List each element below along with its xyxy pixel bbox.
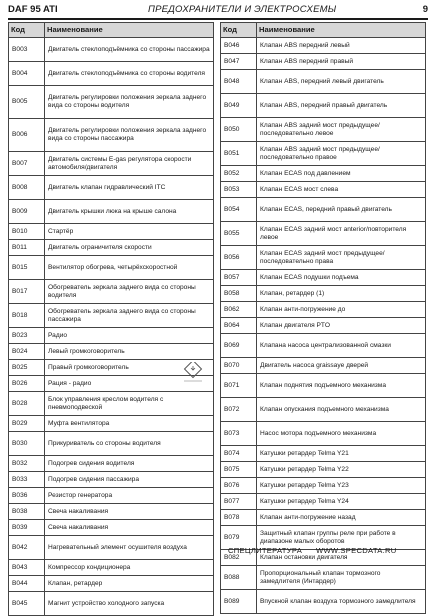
table-row bbox=[9, 304, 214, 328]
row-name: Свеча накаливания bbox=[45, 520, 214, 536]
table-row bbox=[9, 416, 214, 432]
page-footer bbox=[228, 546, 428, 558]
code-column-header: Код bbox=[221, 23, 257, 38]
row-name: Нагревательный элемент осушителя воздуха bbox=[45, 536, 214, 560]
table-row bbox=[221, 286, 426, 302]
table-row bbox=[221, 446, 426, 462]
row-name: Подогрев сидения водителя bbox=[45, 456, 214, 472]
table-row bbox=[9, 328, 214, 344]
row-name: Пропорциональный клапан тормозного замедлителя (Интардер) bbox=[257, 566, 426, 590]
left-code-table bbox=[8, 22, 214, 616]
table-row bbox=[9, 504, 214, 520]
table-row bbox=[9, 240, 214, 256]
row-code: B048 bbox=[221, 70, 257, 94]
table-row bbox=[221, 142, 426, 166]
publisher-name: СПЕЦЛИТЕРАТУРА bbox=[228, 546, 303, 555]
row-name: Правый громкоговоритель bbox=[45, 360, 214, 376]
row-name: Защитный клапан группы реле при работе в диапазоне малых оборотов bbox=[257, 526, 426, 550]
row-code: B070 bbox=[221, 358, 257, 374]
table-header-row bbox=[9, 23, 214, 38]
table-row bbox=[221, 358, 426, 374]
table-row bbox=[221, 566, 426, 590]
row-name: Вентилятор обогрева, четырёхскоростной bbox=[45, 256, 214, 280]
row-code: B054 bbox=[221, 198, 257, 222]
table-row bbox=[221, 510, 426, 526]
row-name: Клапан анти-погружение назад bbox=[257, 510, 426, 526]
row-code: B011 bbox=[9, 240, 45, 256]
row-code: B030 bbox=[9, 432, 45, 456]
row-name: Муфта вентилятора bbox=[45, 416, 214, 432]
table-row bbox=[9, 176, 214, 200]
table-row bbox=[9, 86, 214, 119]
table-row bbox=[221, 494, 426, 510]
row-name: Двигатель ограничителя скорости bbox=[45, 240, 214, 256]
row-name: Катушки ретардер Telma Y21 bbox=[257, 446, 426, 462]
row-code: B069 bbox=[221, 334, 257, 358]
table-row bbox=[221, 166, 426, 182]
row-code: B033 bbox=[9, 472, 45, 488]
table-row bbox=[9, 38, 214, 62]
table-row bbox=[221, 374, 426, 398]
row-code: B015 bbox=[9, 256, 45, 280]
row-code: B075 bbox=[221, 462, 257, 478]
table-row bbox=[221, 422, 426, 446]
row-name: Клапан ABS, передний левый двигатель bbox=[257, 70, 426, 94]
row-code: B003 bbox=[9, 38, 45, 62]
row-name: Клапан, ретардер bbox=[45, 576, 214, 592]
row-name: Клапан ABS задний мост предыдущее/последовательно правое bbox=[257, 142, 426, 166]
row-code: B089 bbox=[221, 590, 257, 614]
table-row bbox=[9, 200, 214, 224]
row-name: Насос мотора подъемного механизма bbox=[257, 422, 426, 446]
page-header bbox=[8, 4, 428, 20]
table-row bbox=[221, 246, 426, 270]
row-name: Радио bbox=[45, 328, 214, 344]
row-code: B038 bbox=[9, 504, 45, 520]
row-code: B058 bbox=[221, 286, 257, 302]
row-code: B055 bbox=[221, 222, 257, 246]
table-row bbox=[9, 224, 214, 240]
row-code: B005 bbox=[9, 86, 45, 119]
row-name: Клапан ABS задний мост предыдущее/последовательно левое bbox=[257, 118, 426, 142]
row-name: Клапан ABS передний левый bbox=[257, 38, 426, 54]
row-name: Резистор генератора bbox=[45, 488, 214, 504]
row-name: Двигатель крышки люка на крыше салона bbox=[45, 200, 214, 224]
row-code: B029 bbox=[9, 416, 45, 432]
left-table-body bbox=[9, 38, 214, 616]
row-code: B071 bbox=[221, 374, 257, 398]
table-row bbox=[221, 182, 426, 198]
table-row bbox=[9, 280, 214, 304]
row-name: Двигатель стеклоподъёмника со стороны водителя bbox=[45, 62, 214, 86]
row-name: Подогрев сидения пассажира bbox=[45, 472, 214, 488]
section-title: ПРЕДОХРАНИТЕЛИ И ЭЛЕКТРОСХЕМЫ bbox=[148, 4, 337, 15]
row-code: B008 bbox=[9, 176, 45, 200]
row-code: B074 bbox=[221, 446, 257, 462]
row-name: Клапан ECAS подушки подъема bbox=[257, 270, 426, 286]
row-code: B024 bbox=[9, 344, 45, 360]
row-code: B050 bbox=[221, 118, 257, 142]
row-name: Клапан ECAS под давлением bbox=[257, 166, 426, 182]
row-name: Магнит устройство холодного запуска bbox=[45, 592, 214, 616]
row-code: B036 bbox=[9, 488, 45, 504]
row-code: B082 bbox=[221, 550, 257, 566]
row-name: Рация - радио bbox=[45, 376, 214, 392]
row-name: Обогреватель зеркала заднего вида со стороны пассажира bbox=[45, 304, 214, 328]
table-row bbox=[9, 392, 214, 416]
row-code: B042 bbox=[9, 536, 45, 560]
table-row bbox=[9, 520, 214, 536]
row-code: B057 bbox=[221, 270, 257, 286]
table-row bbox=[9, 119, 214, 152]
row-code: B056 bbox=[221, 246, 257, 270]
row-code: B049 bbox=[221, 94, 257, 118]
row-name: Левый громкоговоритель bbox=[45, 344, 214, 360]
row-code: B043 bbox=[9, 560, 45, 576]
row-code: B026 bbox=[9, 376, 45, 392]
website-link[interactable]: WWW.SPECDATA.RU bbox=[316, 546, 397, 555]
table-row bbox=[9, 536, 214, 560]
row-code: B044 bbox=[9, 576, 45, 592]
table-row bbox=[221, 334, 426, 358]
row-code: B076 bbox=[221, 478, 257, 494]
table-row bbox=[221, 302, 426, 318]
table-row bbox=[9, 344, 214, 360]
row-code: B073 bbox=[221, 422, 257, 446]
table-row bbox=[221, 118, 426, 142]
row-code: B032 bbox=[9, 456, 45, 472]
row-name: Клапана насоса централизованной смазки bbox=[257, 334, 426, 358]
row-name: Катушки ретардер Telma Y23 bbox=[257, 478, 426, 494]
row-code: B025 bbox=[9, 360, 45, 376]
row-name: Клапан ECAS задний мост anterior/повторителя левое bbox=[257, 222, 426, 246]
row-code: B004 bbox=[9, 62, 45, 86]
table-row bbox=[221, 318, 426, 334]
row-name: Клапан ABS, передний правый двигатель bbox=[257, 94, 426, 118]
row-code: B052 bbox=[221, 166, 257, 182]
row-code: B051 bbox=[221, 142, 257, 166]
row-code: B079 bbox=[221, 526, 257, 550]
table-row bbox=[9, 560, 214, 576]
row-code: B009 bbox=[9, 200, 45, 224]
table-row bbox=[221, 70, 426, 94]
row-name: Двигатель стеклоподъёмника со стороны пассажира bbox=[45, 38, 214, 62]
table-row bbox=[9, 62, 214, 86]
row-name: Клапан остановки двигателя bbox=[257, 550, 426, 566]
row-name: Двигатель клапан гидравлический ITC bbox=[45, 176, 214, 200]
table-row bbox=[221, 94, 426, 118]
row-name: Прикуриватель со стороны водителя bbox=[45, 432, 214, 456]
table-row bbox=[221, 462, 426, 478]
row-name: Обогреватель зеркала заднего вида со стороны водителя bbox=[45, 280, 214, 304]
table-row bbox=[9, 592, 214, 616]
row-name: Клапан анти-погружение до bbox=[257, 302, 426, 318]
row-code: B023 bbox=[9, 328, 45, 344]
row-name: Двигатель насоса graissaye дверей bbox=[257, 358, 426, 374]
row-code: B006 bbox=[9, 119, 45, 152]
row-name: Клапан ECAS мост слева bbox=[257, 182, 426, 198]
row-code: B046 bbox=[221, 38, 257, 54]
table-row bbox=[9, 488, 214, 504]
table-row bbox=[221, 478, 426, 494]
row-code: B053 bbox=[221, 182, 257, 198]
right-code-table bbox=[220, 22, 426, 614]
row-name: Двигатель регулировки положения зеркала заднего вида со стороны пассажира bbox=[45, 119, 214, 152]
table-row bbox=[221, 198, 426, 222]
table-row bbox=[221, 222, 426, 246]
row-name: Двигатель регулировки положения зеркала заднего вида со стороны водителя bbox=[45, 86, 214, 119]
right-table-body bbox=[221, 38, 426, 614]
row-name: Катушки ретардер Telma Y22 bbox=[257, 462, 426, 478]
row-code: B088 bbox=[221, 566, 257, 590]
row-name: Клапан ABS передний правый bbox=[257, 54, 426, 70]
row-name: Клапан ECAS, передний правый двигатель bbox=[257, 198, 426, 222]
row-code: B072 bbox=[221, 398, 257, 422]
table-row bbox=[9, 432, 214, 456]
table-row bbox=[9, 456, 214, 472]
row-code: B077 bbox=[221, 494, 257, 510]
vehicle-model-title: DAF 95 ATI bbox=[8, 4, 58, 15]
table-row bbox=[9, 576, 214, 592]
row-name: Клапан ECAS задний мост предыдущее/последовательно права bbox=[257, 246, 426, 270]
name-column-header: Наименование bbox=[45, 23, 214, 38]
row-name: Стартёр bbox=[45, 224, 214, 240]
row-code: B045 bbox=[9, 592, 45, 616]
table-row bbox=[9, 256, 214, 280]
publisher-stamp-icon bbox=[182, 362, 204, 384]
row-code: B018 bbox=[9, 304, 45, 328]
row-name: Клапан двигателя PTO bbox=[257, 318, 426, 334]
row-code: B062 bbox=[221, 302, 257, 318]
row-name: Клапан опускания подъемного механизма bbox=[257, 398, 426, 422]
row-code: B047 bbox=[221, 54, 257, 70]
table-row bbox=[221, 38, 426, 54]
row-name: Двигатель системы E-gas регулятора скорости автомобиля/двигателя bbox=[45, 152, 214, 176]
row-name: Клапан поднятия подъемного механизма bbox=[257, 374, 426, 398]
row-name: Блок управления креслом водителя с пневмоподвеской bbox=[45, 392, 214, 416]
row-name: Свеча накаливания bbox=[45, 504, 214, 520]
row-code: B017 bbox=[9, 280, 45, 304]
row-code: B010 bbox=[9, 224, 45, 240]
table-header-row bbox=[221, 23, 426, 38]
code-column-header: Код bbox=[9, 23, 45, 38]
row-code: B007 bbox=[9, 152, 45, 176]
page-number: 9 bbox=[422, 4, 428, 15]
row-code: B039 bbox=[9, 520, 45, 536]
row-name: Клапан, ретардер (1) bbox=[257, 286, 426, 302]
row-code: B078 bbox=[221, 510, 257, 526]
row-code: B064 bbox=[221, 318, 257, 334]
name-column-header: Наименование bbox=[257, 23, 426, 38]
table-row bbox=[9, 152, 214, 176]
row-name: Впускной клапан воздуха тормозного замедлителя bbox=[257, 590, 426, 614]
row-name: Компрессор кондиционера bbox=[45, 560, 214, 576]
table-row bbox=[221, 54, 426, 70]
row-code: B028 bbox=[9, 392, 45, 416]
table-row bbox=[9, 472, 214, 488]
table-row bbox=[221, 398, 426, 422]
table-row bbox=[221, 590, 426, 614]
row-name: Катушки ретардер Telma Y24 bbox=[257, 494, 426, 510]
table-row bbox=[221, 270, 426, 286]
